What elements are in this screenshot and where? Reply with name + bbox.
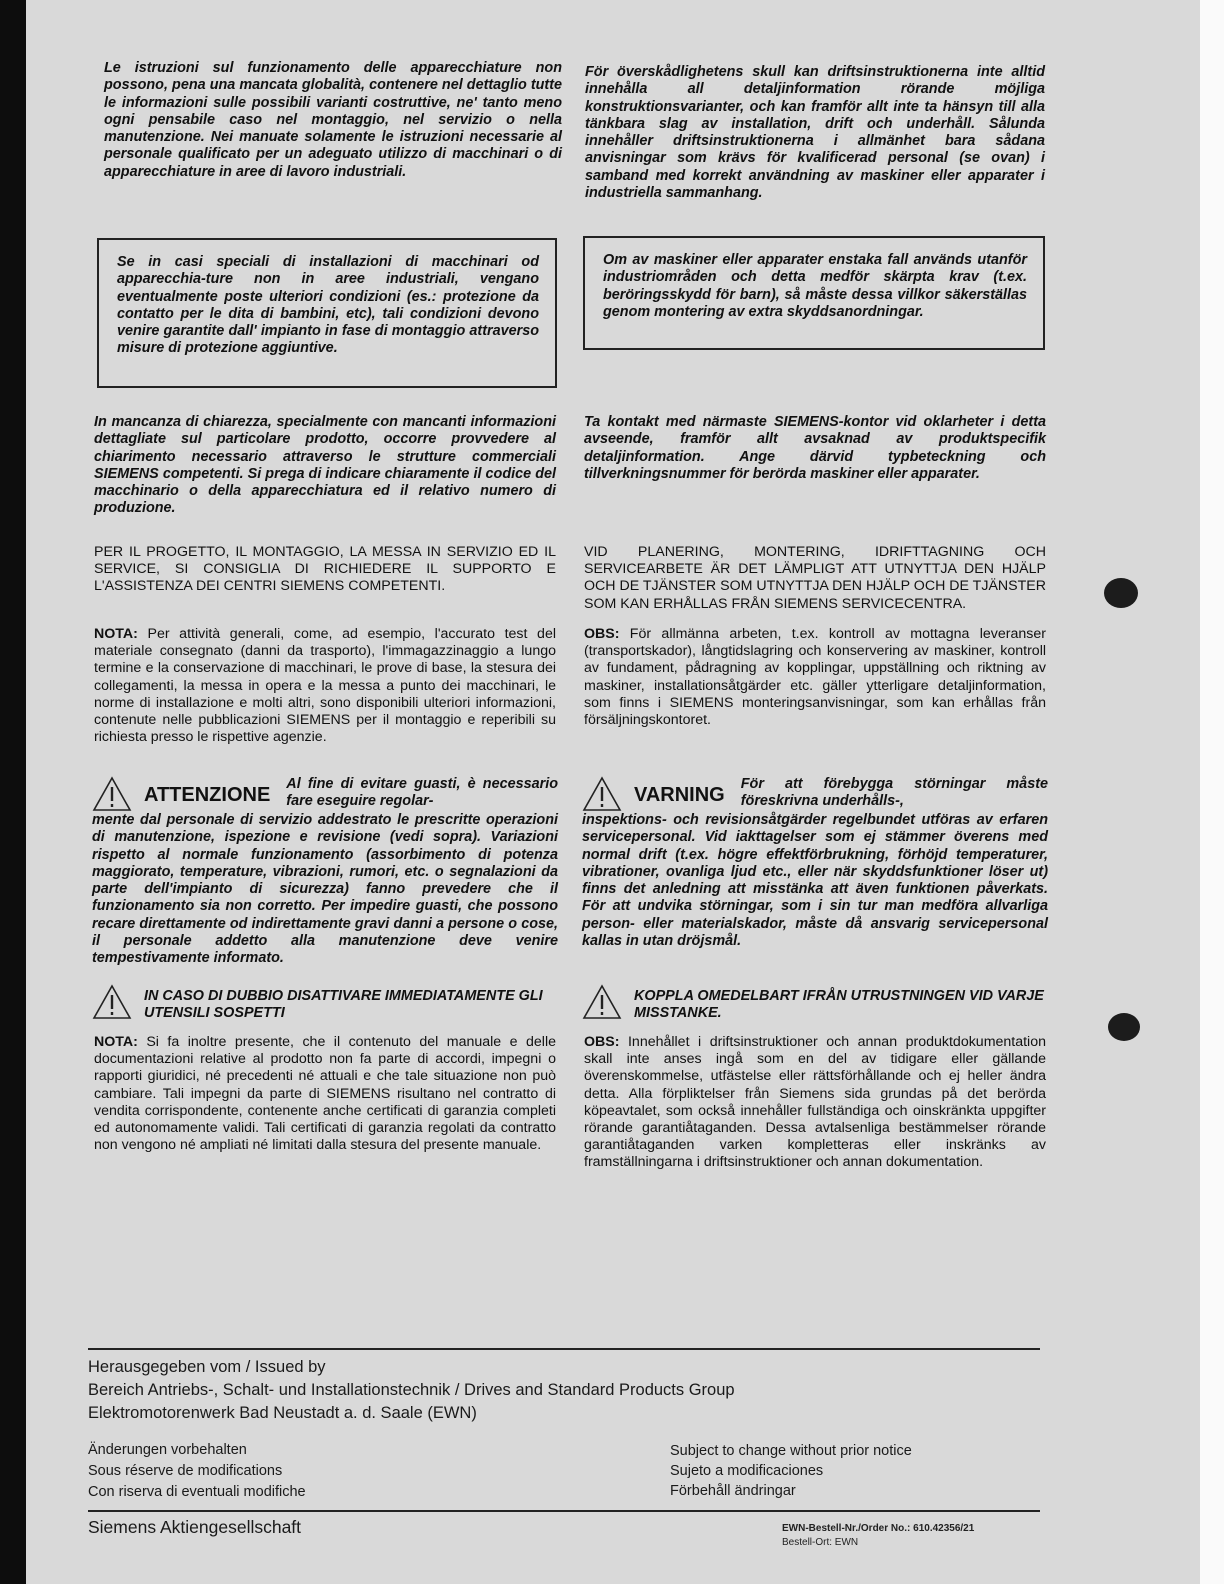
nota-label: NOTA: (94, 1034, 138, 1050)
warning-block-swedish (582, 776, 1048, 950)
intro-italian: Le istruzioni sul funzionamento delle apparecchiature non possono, pena una mancata globalità, contenere nel dettaglio tutte le informazioni sulle possibili varianti costruttive, ne' tanto meno ogni pensabile caso nel montaggio, nel servizio o nella manutenzione. Nei manuate solamente le istruzioni necessarie al personale qualificato per un adeguato utilizzo di macchinari o di apparecchiature in aree di lavoro industriali. (104, 60, 562, 180)
doubt-text: KOPPLA OMEDELBART IFRÅN UTRUSTNINGEN VID VARJE MISSTANKE. (634, 988, 1044, 1022)
punch-hole (1104, 578, 1138, 608)
obs-label: OBS: (584, 626, 620, 642)
change-notice-en: Subject to change without prior notice (670, 1443, 912, 1459)
order-number: EWN-Bestell-Nr./Order No.: 610.42356/21 (782, 1523, 975, 1534)
warning-label: ATTENZIONE (144, 784, 271, 806)
special-installation-box-swedish (583, 236, 1045, 350)
issued-by: Herausgegeben vom / Issued by (88, 1358, 326, 1376)
obs-text: För allmänna arbeten, t.ex. kontroll av mottagna leveranser (transportskador), långtidslagring och konservering av maskiner, kontroll av fundament, pådragning av kopplingar, uppställning och riktning av maskiner, installationsåtgärder etc. gäller ytterligare detaljinformation, som finns i SIEMENS monteringsanvisningar, som kan erhållas från försäljningskontoret. (584, 626, 1046, 729)
obs-label: OBS: (584, 1034, 620, 1050)
change-notice-fr: Sous réserve de modifications (88, 1463, 283, 1479)
nota-text: Per attività generali, come, ad esempio, l'accurato test del materiale consegnato (danni da trasporto), l'immagazzinaggio a lungo termine e la conservazione di macchinari, le prove di base, la stesura dei collegamenti, la messa in opera e la messa a punto dei macchinari, le norme di installazione e molti altri, sono disponibili ulteriori informazioni, contenute nelle pubblicazioni SIEMENS per il montaggio e reperibili su richiesta presso le rispettive agenzie. (94, 626, 556, 746)
service-notice-italian: PER IL PROGETTO, IL MONTAGGIO, LA MESSA IN SERVIZIO ED IL SERVICE, SI CONSIGLIA DI RICHIEDERE IL SUPPORTO E L'ASSISTENZA DEI CENTRI SIEMENS COMPETENTI. (94, 544, 556, 595)
change-notice-sv: Förbehåll ändringar (670, 1483, 796, 1499)
obs-general-activities (584, 626, 1046, 729)
special-installation-text: Se in casi speciali di installazioni di macchinari od apparecchia-ture non in aree industriali, vengano eventualmente poste ulteriori condizioni (es.: protezione da contatto per le dita di bambini, etc), tali condizioni devono venire garantite dall' impianto in fase di montaggio attraverso misure di protezione aggiuntive. (117, 254, 539, 357)
warning-lead-text: Al fine di evitare guasti, è necessario fare eseguire regolar- (286, 776, 558, 810)
plant: Elektromotorenwerk Bad Neustadt a. d. Saale (EWN) (88, 1404, 477, 1422)
warning-triangle-icon (582, 984, 622, 1020)
scan-right-margin (1200, 0, 1224, 1584)
warning-block-italian (92, 776, 558, 968)
warning-body-text: inspektions- och revisionsåtgärder regelbundet utföras av erfaren servicepersonal. Vid iakttagelser som ej stämmer överens med normal drift (t.ex. högre effektförbrukning, förhöjd temperaturer, vibrationer, ovanliga ljud etc., eller när skyddsfunktioner löser ut) finns det anledning att misstänka att även funktionen påverkats. För att undvika störningar, som i sin tur man medföra allvarliga person- eller materialskador, måste då ansvarig servicepersonal kallas in utan dröjsmål. (582, 812, 1048, 950)
warning-label: VARNING (634, 784, 725, 806)
doubt-text: IN CASO DI DUBBIO DISATTIVARE IMMEDIATAMENTE GLI UTENSILI SOSPETTI (144, 988, 543, 1022)
contact-siemens-italian: In mancanza di chiarezza, specialmente con mancanti informazioni dettagliate sul particolare prodotto, occorre provvedere al chiarimento necessario attraverso le strutture commerciali SIEMENS competenti. Si prega di indicare chiaramente il codice del macchinario o della apparecchiatura ed il relativo numero di produzione. (94, 414, 556, 517)
nota-general-activities (94, 626, 556, 746)
change-notice-it: Con riserva di eventuali modifiche (88, 1484, 306, 1500)
intro-swedish: För överskådlighetens skull kan driftsinstruktionerna inte alltid innehålla all detaljinformation rörande möjliga konstruktionsvarianter, och kan framför allt inte ta hänsyn till alla tänkbara slag av installation, drift och underhåll. Sålunda innehåller driftsinstruktionerna i allmänhet bara sådana anvisningar som krävs för kvalificerad personal (se ovan) i samband med korrekt användning av maskiner eller apparater i industriella sammanhang. (585, 64, 1045, 202)
nota-label: NOTA: (94, 626, 138, 642)
scan-binding-edge (0, 0, 26, 1584)
change-notice-es: Sujeto a modificaciones (670, 1463, 824, 1479)
division: Bereich Antriebs-, Schalt- und Installationstechnik / Drives and Standard Products Group (88, 1381, 735, 1399)
nota-text: Si fa inoltre presente, che il contenuto del manuale e delle documentazioni relative al prodotto non fa parte di accordi, impegni o rapporti giuridici, né precedenti né attuali e che tale situazione non può cambiare. Tali impegni da parte di SIEMENS risultano nel contratto di vendita corrispondente, contenente anche certificati di garanzia completi ed autonomamente validi. Tali certificati di garanzia regolati da contratto non vengono né ampliati né limitati dalla stesura del presente manuale. (94, 1034, 556, 1154)
warning-triangle-icon (582, 776, 622, 812)
obs-legal-swedish (584, 1034, 1046, 1172)
footer-rule-bottom (88, 1510, 1040, 1512)
order-place: Bestell-Ort: EWN (782, 1537, 859, 1548)
warning-triangle-icon (92, 776, 132, 812)
footer-rule-top (88, 1348, 1040, 1350)
doubt-block-italian (92, 984, 558, 1023)
doubt-block-swedish (582, 984, 1048, 1023)
contact-siemens-swedish: Ta kontakt med närmaste SIEMENS-kontor vid oklarheter i detta avseende, framför allt avsaknad av produktspecifik detaljinformation. Ange därvid typbeteckning och tillverkningsnummer för berörda maskiner eller apparater. (584, 414, 1046, 482)
change-notice-de: Änderungen vorbehalten (88, 1442, 247, 1458)
warning-lead-text: För att förebygga störningar måste föreskrivna underhålls-, (740, 776, 1048, 810)
special-installation-text: Om av maskiner eller apparater enstaka fall används utanför industriområden och detta medför skärpta krav (t.ex. beröringsskydd för barn), så måste dessa villkor säkerställas genom montering av extra skyddsanordningar. (603, 252, 1027, 320)
warning-triangle-icon (92, 984, 132, 1020)
special-installation-box-italian (97, 238, 557, 388)
nota-legal-italian (94, 1034, 556, 1154)
punch-hole (1108, 1013, 1140, 1041)
obs-text: Innehållet i driftsinstruktioner och annan produktdokumentation skall inte anses ingå som en del av tidigare eller gällande överenskommelse, utfästelse eller rättsförhållande och ej heller ändra detta. Alla förpliktelser från Siemens sida grundas på det berörda köpeavtalet, som också innehåller fullständiga och oinskränkta uppgifter rörande garantiåtaganden. Dessa avtalsenliga bestämmelser rörande garantiåtaganden varken kompletteras eller inskränks av framställningarna i driftsinstruktioner och annan dokumentation. (584, 1034, 1046, 1171)
warning-body-text: mente dal personale di servizio addestrato le prescritte operazioni di manutenzione, ispezione e revisione (vedi sopra). Variazioni rispetto al normale funzionamento (assorbimento di potenza maggiorato, temperature, vibrazioni, rumori, etc. o segnalazioni da parte dell'impianto di sicurezza) fanno prevedere che il funzionamento sia non corretto. Per impedire guasti, che possono recare direttamente od indirettamente gravi danni a persone o cose, il personale addetto alla manutenzione deve venire tempestivamente informato. (92, 812, 558, 967)
service-notice-swedish: VID PLANERING, MONTERING, IDRIFTTAGNING OCH SERVICEARBETE ÄR DET LÄMPLIGT ATT UTNYTTJA DEN HJÄLP OCH DE TJÄNSTER SOM UTNYTTJA DEN HJÄLP OCH DE TJÄNSTER SOM KAN ERHÅLLAS FRÅN SIEMENS SERVICECENTRA. (584, 544, 1046, 612)
company-name: Siemens Aktiengesellschaft (88, 1517, 302, 1537)
